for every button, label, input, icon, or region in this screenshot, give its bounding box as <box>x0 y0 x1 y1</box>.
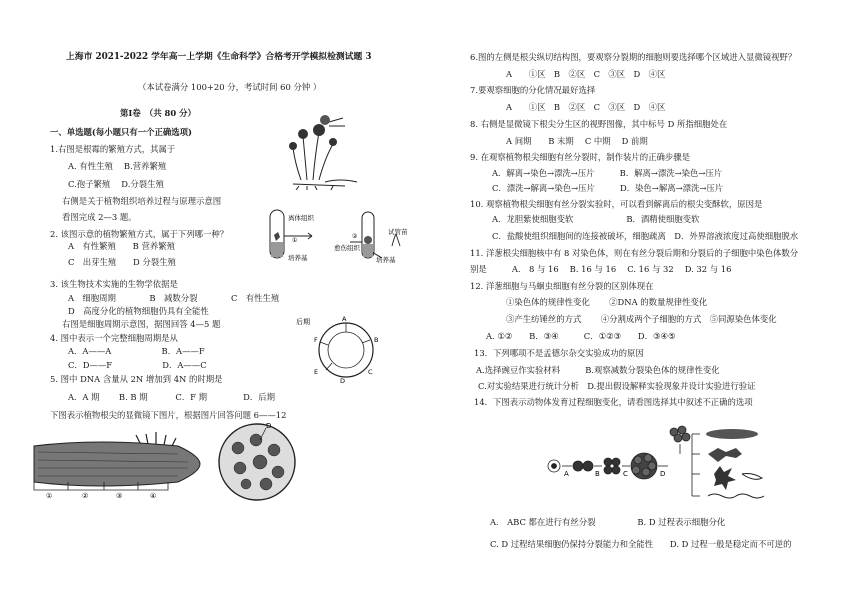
question-12-options: A. ①② B．③④ C．①②③ D．③④⑤ <box>486 331 676 341</box>
seedling-label: 试管苗 <box>388 228 408 236</box>
question-3: 3. 该生物技术实施的生物学依据是 <box>50 279 178 289</box>
question-9-options-ab: A．解离→染色→漂洗→压片 B．解离→漂洗→染色→压片 <box>492 168 723 178</box>
step-1-label: ① <box>292 237 298 244</box>
microscope-view-figure <box>216 420 298 502</box>
rhizopus-figure <box>285 108 365 190</box>
step-2-label: ② <box>352 233 358 240</box>
tissue-culture-figure <box>268 208 418 264</box>
question-12-statements-2: ③产生纺锤丝的方式 ④分割成两个子细胞的方式 ⑤同源染色体变化 <box>506 314 777 324</box>
question-4: 4. 图中表示一个完整细胞周期是从 <box>50 333 178 343</box>
question-2-options-cd: C 出芽生殖 D 分裂生殖 <box>68 257 176 267</box>
question-6-options: A ①区 B ②区 C ③区 D ④区 <box>506 69 666 79</box>
medium-2-label: 培养基 <box>376 256 396 264</box>
cycle-letter-b: B <box>374 336 379 344</box>
tissue-label: 离体组织 <box>288 214 314 222</box>
zone-1-label: ① <box>46 492 53 500</box>
question-13-options-cd: C.对实验结果进行统计分析 D.提出假设解释实验现象并设计实验进行验证 <box>478 381 756 391</box>
cycle-letter-f: F <box>314 336 318 344</box>
question-1-options-ab: A. 有性生殖 B.营养繁殖 <box>68 161 167 171</box>
question-10: 10. 观察植物根尖细胞有丝分裂实验时，可以看到解离后的根尖变酥软，原因是 <box>470 199 763 209</box>
question-13-options-ab: A.选择豌豆作实验材料 B.观察减数分裂染色体的规律性变化 <box>476 365 720 375</box>
late-phase-label: 后期 <box>296 318 310 326</box>
right-column <box>430 0 860 607</box>
question-12: 12. 洋葱细胞与马蛔虫细胞有丝分裂的区别体现在 <box>470 281 654 291</box>
question-5: 5. 图中 DNA 含量从 2N 增加到 4N 的时期是 <box>50 374 223 384</box>
part-heading: 第Ⅰ卷 （共 80 分） <box>120 108 196 118</box>
intro-4-5: 右图是细胞周期示意图，据图回答 4—5 题 <box>62 319 221 329</box>
page-subtitle: （本试卷满分 100+20 分，考试时间 60 分钟 ） <box>138 82 322 92</box>
cycle-letter-e: E <box>314 368 319 376</box>
zone-2-label: ② <box>82 492 89 500</box>
medium-1-label: 培养基 <box>288 254 308 262</box>
question-12-statements-1: ①染色体的规律性变化 ②DNA 的数量规律性变化 <box>506 297 708 307</box>
zone-3-label: ③ <box>116 492 123 500</box>
development-figure <box>542 420 782 512</box>
cell-cycle-figure <box>296 312 386 384</box>
question-1-options-cd: C.孢子繁殖 D.分裂生殖 <box>68 179 164 189</box>
intro-2-3-line1: 右侧是关于植物组织培养过程与原理示意图 <box>62 196 222 206</box>
callus-label: 愈伤组织 <box>334 244 360 252</box>
question-6: 6.图的左侧是根尖纵切结构图，要观察分裂期的细胞则要选择哪个区域进入显微镜视野？ <box>470 52 797 62</box>
question-11-line2: 别是 A. 8 与 16 B. 16 与 16 C. 16 与 32 D. 32 与 16 <box>470 264 732 274</box>
dev-label-b: B <box>595 470 600 478</box>
question-7: 7.要观察细胞的分化情况最好选择 <box>470 85 596 95</box>
microscope-label-d: D <box>266 422 272 430</box>
question-1: 1.右图是根霉的繁殖方式，其属于 <box>50 144 176 154</box>
question-3-options-abc: A 细胞周期 B 减数分裂 C 有性生殖 <box>68 293 280 303</box>
question-11: 11. 洋葱根尖细胞核中有 8 对染色体，则在有丝分裂后期和分裂后的子细胞中染色体数分 <box>470 248 799 258</box>
question-4-options-cd: C．D——F D．A——C <box>68 360 207 370</box>
dev-label-c: C <box>623 470 628 478</box>
question-9: 9. 在观察植物根尖细胞有丝分裂时，制作装片的正确步骤是 <box>470 152 691 162</box>
question-13: 13．下列哪项不是孟德尔杂交实验成功的原因 <box>474 348 644 358</box>
question-10-options-ab: A．龙胆紫使细胞变软 B．酒精使细胞变软 <box>492 214 700 224</box>
intro-6-12: 下图表示植物根尖的显微镜下图片，根据图片回答问题 6——12 <box>50 410 287 420</box>
question-5-options: A．A 期 B. B 期 C．F 期 D．后期 <box>68 392 276 402</box>
question-14-options-cd: C. D 过程结果细胞仍保持分裂能力和全能性 D. D 过程一般是稳定而不可逆的 <box>490 539 792 549</box>
question-8-options: A 间期 B 末期 C 中期 D 前期 <box>506 136 648 146</box>
question-2-options-ab: A 有性繁殖 B 营养繁殖 <box>68 241 175 251</box>
question-3-option-d: D 高度分化的植物细胞仍具有全能性 <box>68 306 209 316</box>
dev-label-a: A <box>564 470 569 478</box>
question-7-options: A ①区 B ②区 C ③区 D ④区 <box>506 102 666 112</box>
question-9-options-cd: C．漂洗→解离→染色→压片 D．染色→解离→漂洗→压片 <box>492 183 724 193</box>
question-14-options-ab: A. ABC 都在进行有丝分裂 B. D 过程表示细胞分化 <box>490 517 726 527</box>
cycle-letter-a: A <box>342 315 347 323</box>
root-tip-figure <box>28 428 208 500</box>
zone-4-label: ④ <box>150 492 157 500</box>
intro-2-3-line2: 看图完成 2—3 题。 <box>62 212 137 222</box>
question-8: 8. 右侧是显微镜下根尖分生区的视野图像，其中标号 D 所指细胞处在 <box>470 119 728 129</box>
question-2: 2. 该图示意的植物繁殖方式，属于下列哪一种？ <box>50 229 229 239</box>
question-4-options-ab: A．A——A B．A——F <box>68 346 205 356</box>
cycle-letter-c: C <box>368 368 373 376</box>
dev-label-d: D <box>660 470 666 478</box>
question-14: 14．下图表示动物体发育过程细胞变化，请看图选择其中叙述不正确的选项 <box>474 397 753 407</box>
cycle-letter-d: D <box>340 377 346 384</box>
page-title: 上海市 2021-2022 学年高一上学期《生命科学》合格考开学模拟检测试题 3 <box>66 52 372 62</box>
section-heading: 一、单选题(每小题只有一个正确选项) <box>50 127 192 137</box>
question-10-options-cd: C．盐酸使组织细胞间的连接被破坏，细胞疏离 D．外界溶液浓度过高使细胞脱水 <box>492 231 799 241</box>
